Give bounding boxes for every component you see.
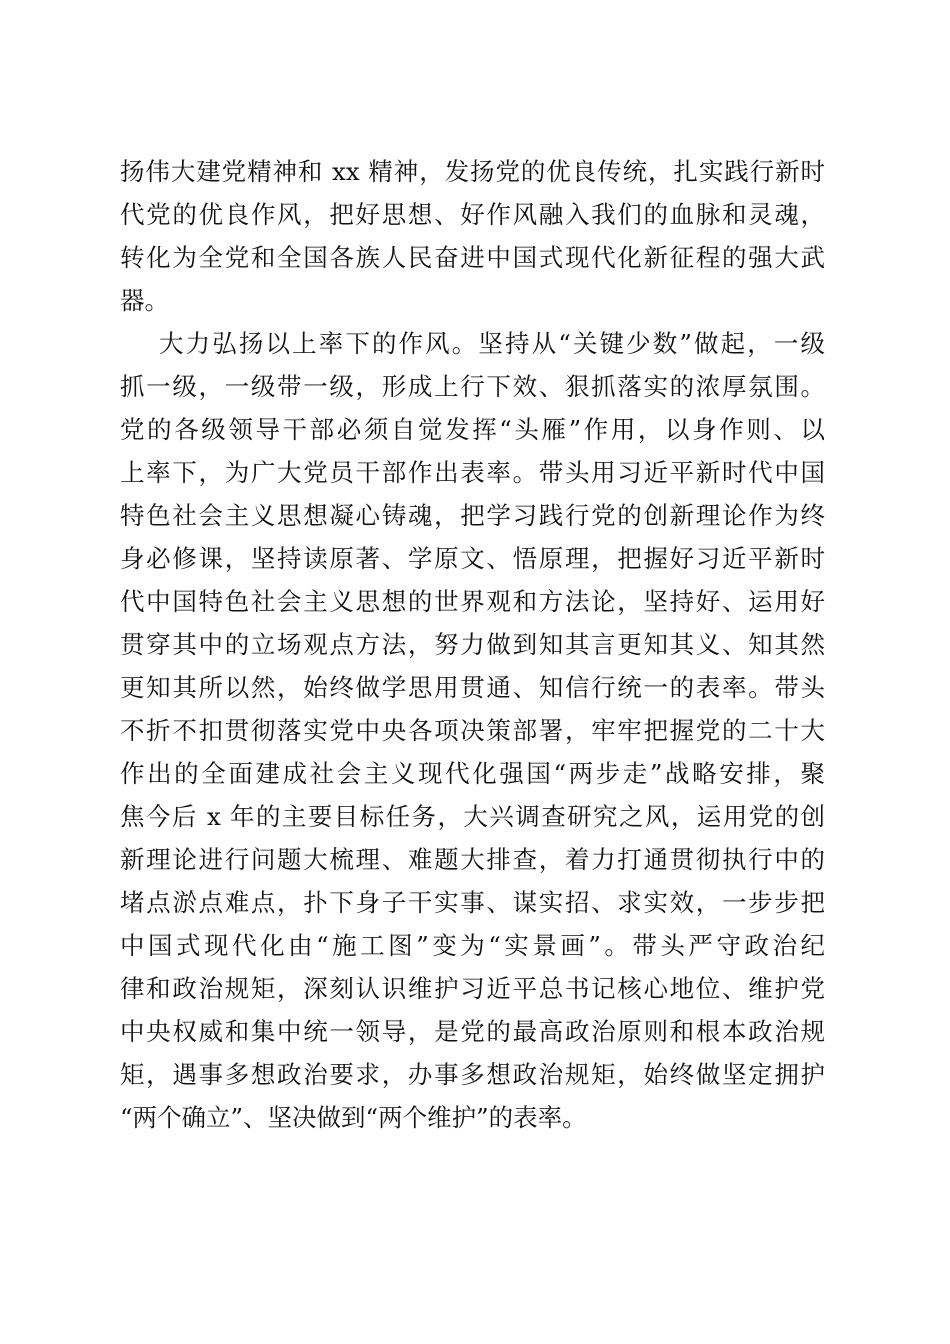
paragraph-2-line-11: 作出的全面建成社会主义现代化强国“两步走”战略安排，聚: [120, 759, 825, 788]
paragraph-2-line-13: 新理论进行问题大梳理、难题大排查，着力打通贯彻执行中的: [120, 845, 825, 874]
paragraph-2-line-19: “两个确立”、坚决做到“两个维护”的表率。: [120, 1103, 587, 1132]
paragraph-2-line-2: 抓一级，一级带一级，形成上行下效、狠抓落实的浓厚氛围。: [120, 372, 825, 401]
paragraph-2-line-4: 上率下，为广大党员干部作出表率。带头用习近平新时代中国: [120, 458, 825, 487]
paragraph-2-line-12: 焦今后 x 年的主要目标任务，大兴调查研究之风，运用党的创: [120, 802, 825, 831]
paragraph-2-line-16: 律和政治规矩，深刻认识维护习近平总书记核心地位、维护党: [120, 974, 825, 1003]
paragraph-2-line-15: 中国式现代化由“施工图”变为“实景画”。带头严守政治纪: [120, 931, 825, 960]
paragraph-1-line-3: 转化为全党和全国各族人民奋进中国式现代化新征程的强大武: [120, 243, 825, 272]
paragraph-2-line-14: 堵点淤点难点，扑下身子干实事、谋实招、求实效，一步步把: [120, 888, 825, 917]
paragraph-2-line-7: 代中国特色社会主义思想的世界观和方法论，坚持好、运用好: [120, 587, 825, 616]
paragraph-2-line-9: 更知其所以然，始终做学思用贯通、知信行统一的表率。带头: [120, 673, 825, 702]
paragraph-2-line-5: 特色社会主义思想凝心铸魂，把学习践行党的创新理论作为终: [120, 501, 825, 530]
paragraph-1-line-2: 代党的优良作风，把好思想、好作风融入我们的血脉和灵魂，: [120, 200, 825, 229]
paragraph-2-line-17: 中央权威和集中统一领导，是党的最高政治原则和根本政治规: [120, 1017, 825, 1046]
paragraph-2-line-3: 党的各级领导干部必须自觉发挥“头雁”作用，以身作则、以: [120, 415, 825, 444]
paragraph-2-line-18: 矩，遇事多想政治要求，办事多想政治规矩，始终做坚定拥护: [120, 1060, 825, 1089]
paragraph-2-line-10: 不折不扣贯彻落实党中央各项决策部署，牢牢把握党的二十大: [120, 716, 825, 745]
paragraph-1-line-1: 扬伟大建党精神和 xx 精神，发扬党的优良传统，扎实践行新时: [120, 157, 825, 186]
paragraph-1-line-4: 器。: [120, 286, 169, 315]
paragraph-2-line-8: 贯穿其中的立场观点方法，努力做到知其言更知其义、知其然: [120, 630, 825, 659]
paragraph-2-line-6: 身必修课，坚持读原著、学原文、悟原理，把握好习近平新时: [120, 544, 825, 573]
paragraph-2-line-1: 大力弘扬以上率下的作风。坚持从“关键少数”做起，一级: [159, 329, 825, 358]
